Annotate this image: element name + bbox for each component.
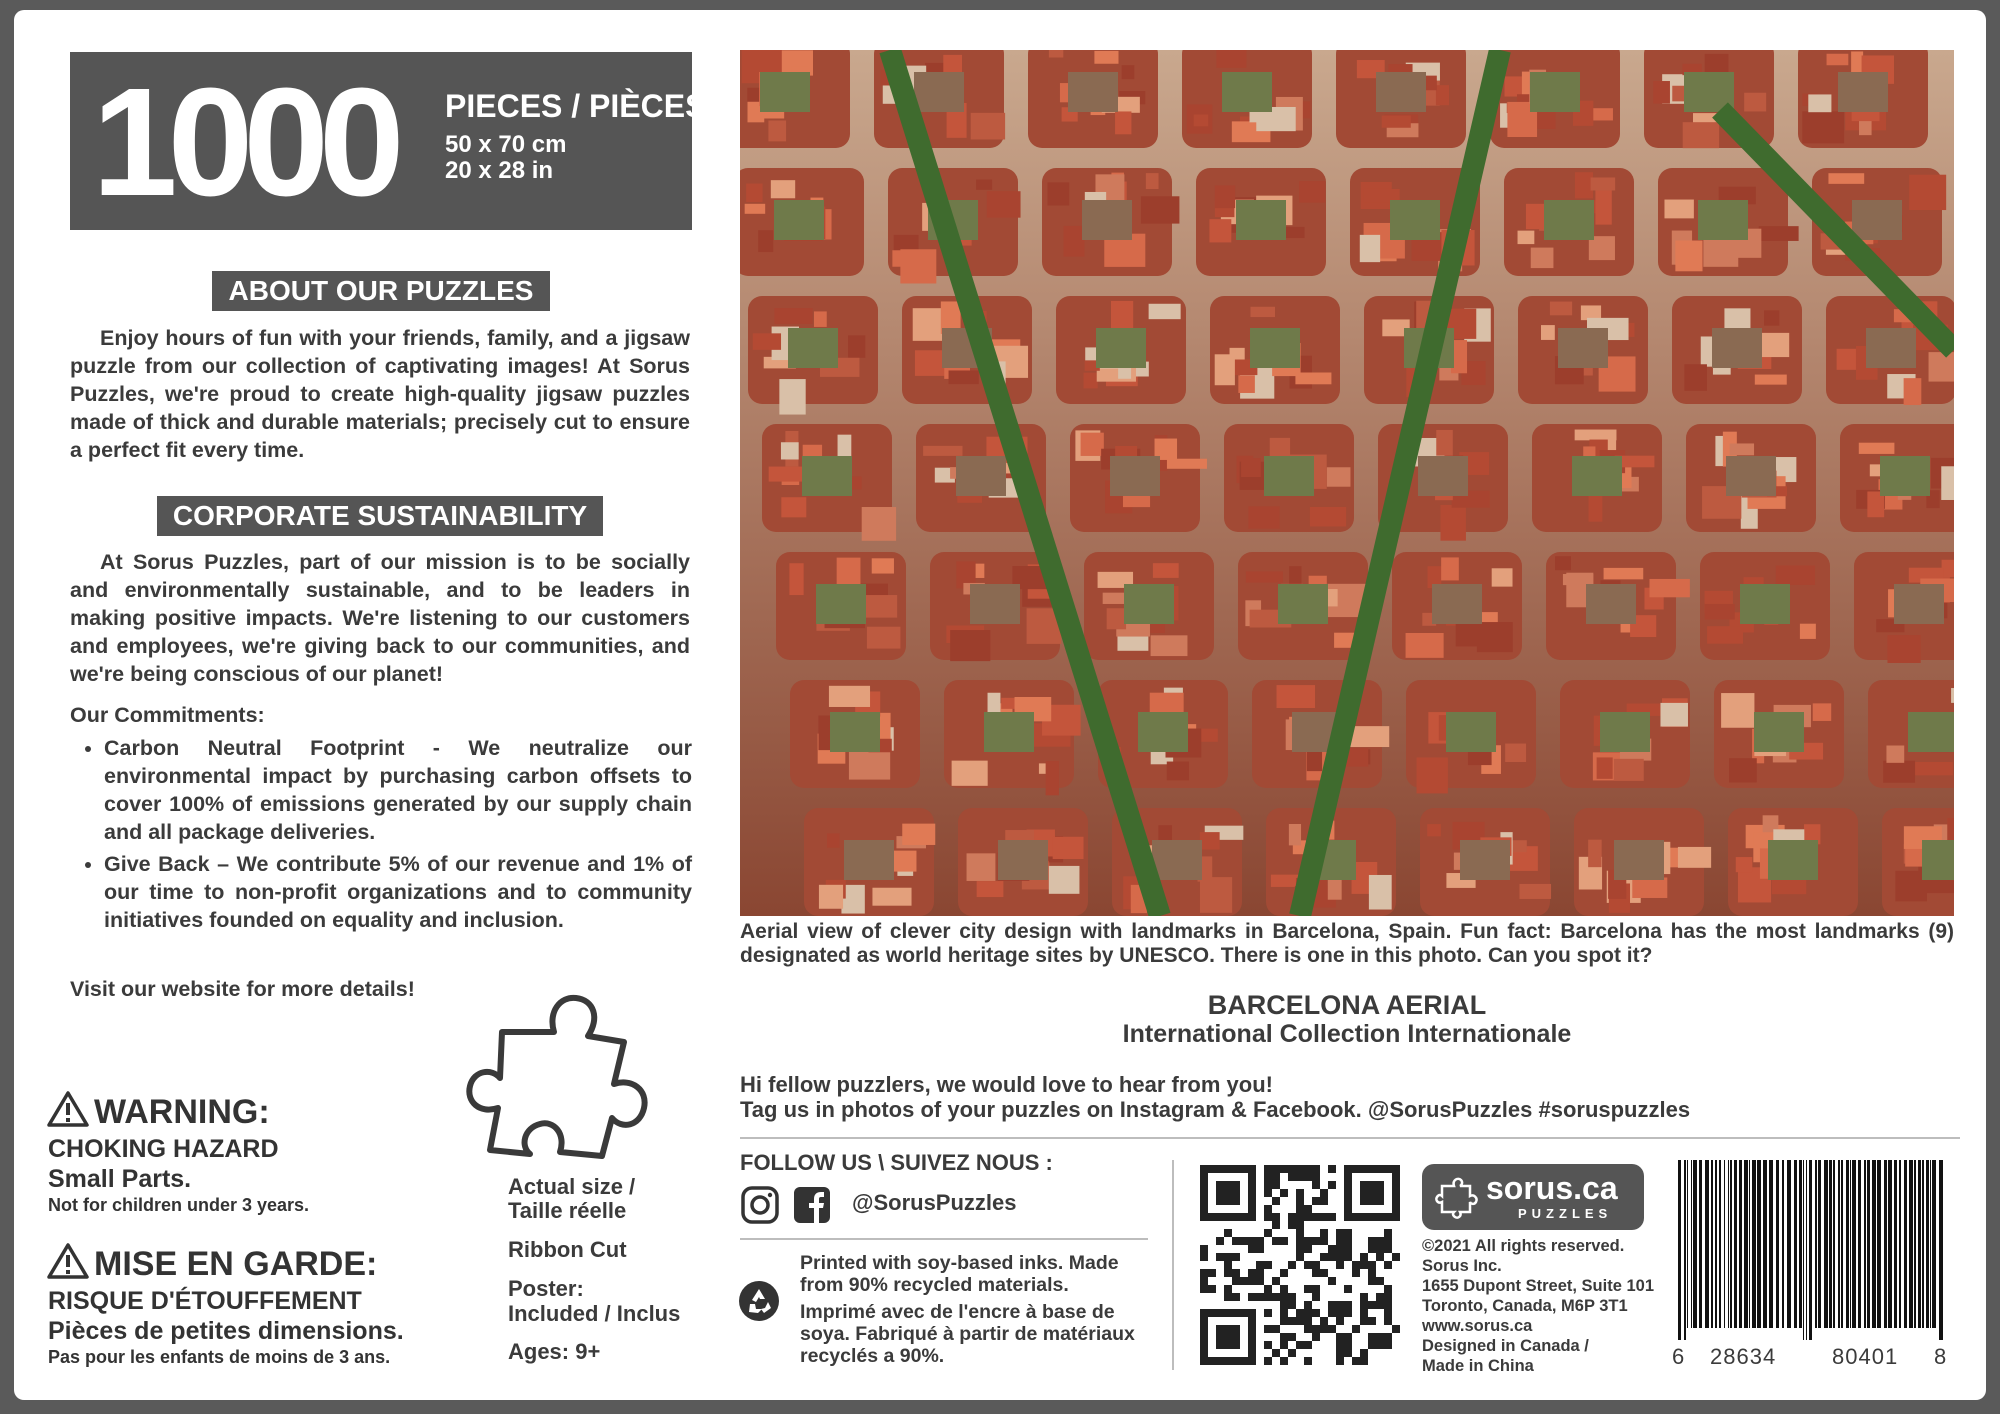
- recycle-icon: [738, 1280, 780, 1322]
- copyright: ©2021 All rights reserved.: [1422, 1237, 1625, 1255]
- cut-type: Ribbon Cut: [508, 1237, 627, 1262]
- piece-count: 1000: [92, 56, 395, 228]
- actual-size-label: Actual size /: [508, 1174, 636, 1199]
- warning-line: RISQUE D'ÉTOUFFEMENT: [48, 1287, 362, 1315]
- social-line-2: Tag us in photos of your puzzles on Instagram & Facebook. @SorusPuzzles #soruspuzzles: [740, 1097, 1691, 1122]
- barcode-digit: 8: [1934, 1344, 1947, 1369]
- sustainability-text: At Sorus Puzzles, part of our mission is to be socially and environmentally sustainable, and to be leaders in making positive impacts. We're listening to our customers and employees, we're giving back to our communities, and we're being conscious of our planet!: [70, 550, 690, 686]
- size-in: 20 x 28 in: [445, 157, 554, 184]
- commitment-item: • Give Back – We contribute 5% of our revenue and 1% of our time to non-profit organizations and to community initiatives founded on equality and inclusion.: [104, 850, 692, 934]
- social-line-1: Hi fellow puzzlers, we would love to hear from you!: [740, 1072, 1273, 1097]
- poster-value: Included / Inclus: [508, 1301, 681, 1326]
- warning-line: CHOKING HAZARD: [48, 1135, 279, 1163]
- barcode-digit: 6: [1672, 1344, 1685, 1369]
- visit-website-text: Visit our website for more details!: [70, 977, 415, 1001]
- warning-line: Pas pour les enfants de moins de 3 ans.: [48, 1347, 391, 1367]
- actual-size-label-fr: Taille réelle: [508, 1198, 627, 1223]
- divider: [740, 1137, 1960, 1139]
- puzzle-photo: [740, 50, 1954, 916]
- warning-title: WARNING:: [94, 1093, 270, 1131]
- about-heading: ABOUT OUR PUZZLES: [212, 271, 550, 311]
- pieces-label: PIECES / PIÈCES: [445, 88, 707, 124]
- facebook-icon[interactable]: [792, 1185, 832, 1225]
- collection-subtitle: International Collection Internationale: [1122, 1020, 1572, 1048]
- logo-subtext: PUZZLES: [1518, 1206, 1613, 1221]
- about-text: Enjoy hours of fun with your friends, family, and a jigsaw puzzle from our collection of captivating images! At Sorus Puzzles, we're proud to create high-quality jigsaw puzzles made of thick and durable materials; precisely cut to ensure a perfect fit every time.: [70, 326, 690, 462]
- instagram-icon[interactable]: [740, 1185, 780, 1225]
- puzzle-piece-icon: [462, 992, 662, 1172]
- barcode-digits: 28634: [1710, 1344, 1777, 1369]
- company-name: Sorus Inc.: [1422, 1257, 1502, 1275]
- commitments-list: [70, 734, 692, 938]
- photo-caption: Aerial view of clever city design with landmarks in Barcelona, Spain. Fun fact: Barcelona has the most landmarks (9) designated as world heritage sites by UNESCO. There is one in this photo. Can you spot it?: [740, 920, 1954, 967]
- designed-in: Designed in Canada /: [1422, 1337, 1589, 1355]
- warning-triangle-icon: [46, 1242, 90, 1280]
- commitment-item: • Carbon Neutral Footprint - We neutralize our environmental impact by purchasing carbon offsets to cover 100% of emissions generated by our supply chain and all package deliveries.: [104, 734, 692, 846]
- made-in: Made in China: [1422, 1357, 1534, 1375]
- sorus-logo: [1422, 1164, 1644, 1230]
- warning-line: Small Parts.: [48, 1165, 192, 1193]
- warning-line: Not for children under 3 years.: [48, 1195, 310, 1215]
- logo-text: sorus.ca: [1486, 1170, 1618, 1206]
- puzzle-title: BARCELONA AERIAL: [1207, 990, 1487, 1020]
- eco-text-en: Printed with soy-based inks. Made from 90% recycled materials.: [800, 1252, 1119, 1296]
- sustainability-heading: CORPORATE SUSTAINABILITY: [157, 496, 603, 536]
- barcode-digits: 80401: [1832, 1344, 1899, 1369]
- warning-triangle-icon: [46, 1090, 90, 1128]
- social-handle[interactable]: @SorusPuzzles: [852, 1190, 1017, 1215]
- website[interactable]: www.sorus.ca: [1422, 1317, 1533, 1335]
- size-cm: 50 x 70 cm: [445, 131, 567, 158]
- street-address: 1655 Dupont Street, Suite 101: [1422, 1277, 1654, 1295]
- barcode: [1672, 1160, 1952, 1374]
- city-address: Toronto, Canada, M6P 3T1: [1422, 1297, 1628, 1315]
- poster-label: Poster:: [508, 1276, 584, 1301]
- warning-line: Pièces de petites dimensions.: [48, 1317, 404, 1345]
- divider: [740, 1238, 1148, 1240]
- ages-label: Ages: 9+: [508, 1339, 601, 1364]
- warning-title-fr: MISE EN GARDE:: [94, 1245, 378, 1283]
- qr-code: [1198, 1163, 1402, 1367]
- follow-us-label: FOLLOW US \ SUIVEZ NOUS :: [740, 1150, 1053, 1175]
- commitments-label: Our Commitments:: [70, 703, 265, 727]
- divider: [1172, 1160, 1174, 1370]
- eco-text-fr: Imprimé avec de l'encre à base de soya. Fabriqué à partir de matériaux recyclés a 90%.: [800, 1301, 1135, 1367]
- puzzle-logo-icon: [1434, 1176, 1480, 1220]
